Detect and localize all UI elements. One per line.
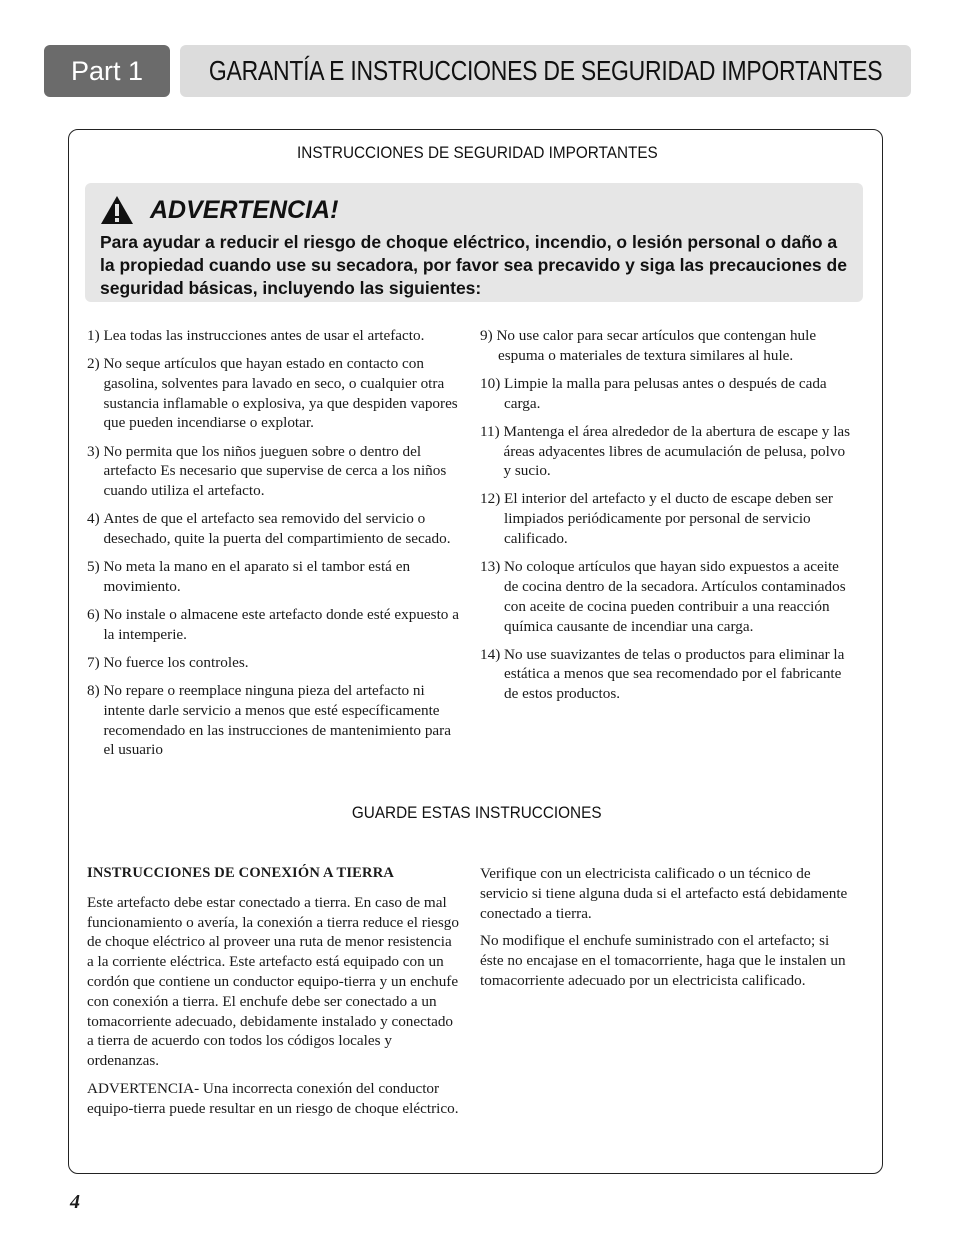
list-item-number: 7) (87, 653, 104, 671)
page-title: GARANTÍA E INSTRUCCIONES DE SEGURIDAD IMPORTANTES (208, 55, 883, 86)
title-bar (180, 45, 911, 97)
grounding-para-2: ADVERTENCIA- Una incorrecta conexión del conductor equipo-tierra puede resultar en un riesgo de choque eléctrico. (87, 1079, 459, 1117)
list-item-text: No meta la mano en el aparato si el tambor está en movimiento. (103, 558, 411, 595)
list-item-number: 14) (480, 645, 505, 663)
list-item (87, 681, 459, 760)
warning-title-row (100, 191, 847, 229)
list-item (480, 374, 852, 414)
list-item (480, 557, 852, 636)
list-item-number: 8) (87, 682, 104, 700)
list-item-text: No repare o reemplace ninguna pieza del artefacto ni intente darle servicio a menos que esté específicamente recomendado en las instrucciones de mantenimiento para el usuario (103, 682, 451, 759)
part-label: Part 1 (70, 55, 144, 86)
list-item-text: No use calor para secar artículos que contengan hule espuma o materiales de textura similares al hule. (496, 327, 817, 364)
list-item-text: Limpie la malla para pelusas antes o después de cada carga. (504, 374, 827, 412)
safety-heading: INSTRUCCIONES DE SEGURIDAD IMPORTANTES (296, 143, 658, 162)
list-item-number: 2) (87, 355, 104, 373)
grounding-heading: INSTRUCCIONES DE CONEXIÓN A TIERRA (87, 865, 395, 881)
list-item-number: 9) (480, 327, 497, 344)
list-item-number: 12) (480, 490, 505, 508)
list-item (87, 354, 459, 433)
list-item-number: 4) (87, 510, 104, 528)
list-item (87, 605, 459, 645)
page-number: 4 (70, 1191, 80, 1213)
grounding-para-1: Este artefacto debe estar conectado a tierra. En caso de mal funcionamiento o avería, la conexión a tierra reduce el riesgo de choque eléctrico al proveer una ruta de menor resistencia a la corriente eléctrica. Este artefacto está equipado con un cordón que contiene un conductor equipo-tierra y un enchufe con conexión a tierra. El enchufe debe ser conectado a un tomacorriente adecuado, debidamente instalado y conectado a tierra de acuerdo con todos los códigos locales y ordenanzas. (87, 893, 459, 1070)
grounding-para-4: No modifique el enchufe suministrado con el artefacto; si éste no encajase en el tomacorriente, haga que le instalen un tomacorriente adecuado por un electricista calificado. (480, 932, 846, 989)
list-item-number: 1) (87, 327, 104, 344)
list-item-text: Mantenga el área alrededor de la abertura de escape y las áreas adyacentes libres de acumulación de pelusa, polvo y sucio. (503, 422, 851, 480)
list-item-text: Lea todas las instrucciones antes de usar el artefacto. (103, 327, 425, 344)
part-badge (44, 45, 170, 97)
warning-triangle-icon (100, 195, 134, 225)
list-item (87, 326, 459, 346)
list-item-text: No coloque artículos que hayan sido expuestos a aceite de cocina dentro de la secadora. Artículos contaminados con aceite de cocina pueden contribuir a una reacción química causante de incendiar una carga. (504, 558, 846, 635)
warning-box (85, 183, 863, 302)
list-item (480, 326, 852, 366)
safety-list-right (480, 326, 852, 712)
warning-body: Para ayudar a reducir el riesgo de choque eléctrico, incendio, o lesión personal o daño a la propiedad cuando use su secadora, por favor sea precavido y siga las precauciones de seguridad básicas, incluyendo las siguientes: (100, 232, 847, 298)
grounding-right (480, 864, 852, 999)
save-instructions-heading: GUARDE ESTAS INSTRUCCIONES (352, 803, 602, 822)
list-item (87, 442, 459, 501)
list-item (480, 489, 852, 548)
list-item-number: 11) (480, 422, 504, 440)
grounding-left (87, 864, 459, 1127)
list-item-text: No seque artículos que hayan estado en contacto con gasolina, solventes para lavado en seco, o cualquier otra sustancia inflamable o explosiva, ya que despiden vapores que pueden incendiarse o explotar. (103, 355, 458, 432)
list-item (480, 645, 852, 704)
safety-list-left (87, 326, 459, 769)
list-item-text: No instale o almacene este artefacto donde esté expuesto a la intemperie. (103, 606, 459, 643)
list-item-number: 13) (480, 558, 505, 576)
list-item (87, 557, 459, 597)
list-item-text: No fuerce los controles. (103, 653, 249, 671)
list-item-number: 5) (87, 558, 104, 576)
list-item-number: 6) (87, 606, 104, 624)
warning-title: ADVERTENCIA! (150, 195, 339, 224)
list-item-text: El interior del artefacto y el ducto de escape deben ser limpiados periódicamente por personal de servicio calificado. (504, 490, 833, 548)
list-item (87, 509, 459, 549)
list-item-text: Antes de que el artefacto sea removido del servicio o desechado, quite la puerta del compartimiento de secado. (103, 510, 451, 548)
list-item (480, 422, 852, 481)
list-item-number: 3) (87, 442, 104, 460)
list-item-number: 10) (480, 374, 505, 392)
list-item-text: No permita que los niños jueguen sobre o dentro del artefacto Es necesario que supervise de cerca a los niños cuando utiliza el artefacto. (103, 442, 447, 500)
grounding-para-3: Verifique con un electricista calificado o un técnico de servicio si tiene alguna duda si el artefacto está debidamente conectado a tierra. (480, 865, 848, 922)
list-item (87, 653, 459, 673)
list-item-text: No use suavizantes de telas o productos para eliminar la estática a menos que sea recomendado por el fabricante de estos productos. (504, 645, 845, 703)
